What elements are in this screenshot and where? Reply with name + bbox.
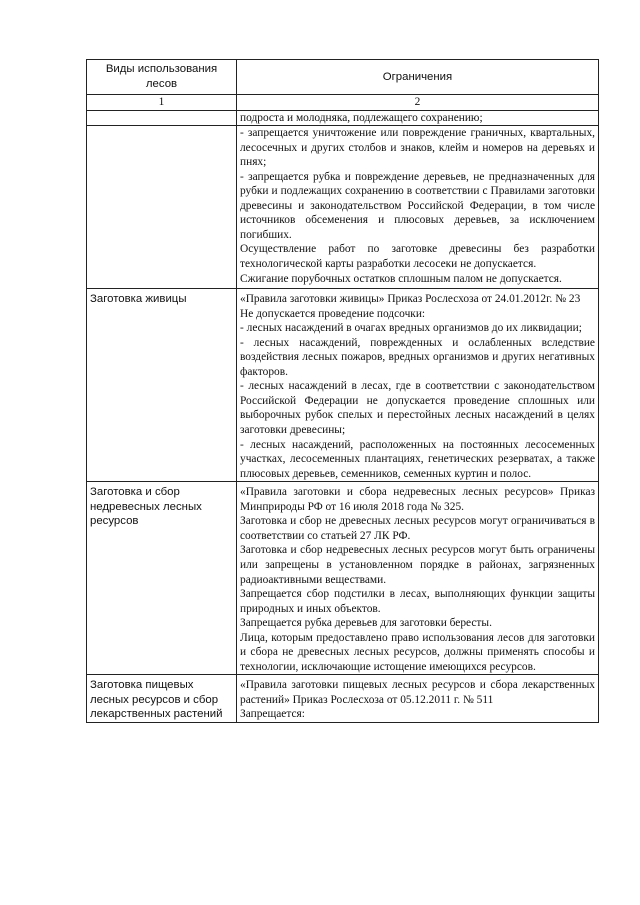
- table-header-row: [87, 60, 599, 95]
- restriction-paragraph: подроста и молодняка, подлежащего сохранению;: [240, 111, 483, 124]
- restriction-paragraph: «Правила заготовки и сбора недревесных лесных ресурсов» Приказ Минприроды РФ от 16 июля 2018 года № 325.: [240, 486, 595, 513]
- restrictions-cell: [237, 289, 599, 482]
- restriction-paragraph: «Правила заготовки живицы» Приказ Рослесхоза от 24.01.2012г. № 23: [240, 293, 581, 306]
- use-type-cell: [87, 110, 237, 126]
- table-row: [87, 126, 599, 289]
- restriction-paragraph: Сжигание порубочных остатков сплошным палом не допускается.: [240, 272, 562, 285]
- restriction-paragraph: Лица, которым предоставлено право использования лесов для заготовки и сбора не древесных лесных ресурсов, должны применять способы и технологии, исключающие истощение имеющихся ресурсов.: [240, 631, 595, 673]
- use-type-cell: [87, 126, 237, 289]
- table-row: [87, 110, 599, 126]
- restrictions-cell: [237, 110, 599, 126]
- restriction-paragraph: «Правила заготовки пищевых лесных ресурсов и сбора лекарственных растений» Приказ Рослесхоза от 05.12.2011 г. № 511: [240, 679, 595, 706]
- restriction-paragraph: - лесных насаждений в лесах, где в соответствии с законодательством Российской Федерации не допускается проведение сплошных или выборочных рубок спелых и перестойных лесных насаждений в целях заготовки древесины;: [240, 380, 595, 437]
- use-type-cell: Заготовка пищевых лесных ресурсов и сбор лекарственных растений: [87, 675, 237, 723]
- table-row: [87, 289, 599, 482]
- restriction-paragraph: Не допускается проведение подсочки:: [240, 307, 426, 320]
- use-type-cell: Заготовка и сбор недревесных лесных ресурсов: [87, 482, 237, 675]
- restriction-paragraph: - лесных насаждений, поврежденных и ослабленных вследствие воздействия лесных пожаров, вредных организмов и других негативных факторов.: [240, 336, 595, 378]
- restrictions-cell: [237, 675, 599, 723]
- use-type-cell: Заготовка живицы: [87, 289, 237, 482]
- restriction-paragraph: - запрещается уничтожение или повреждение граничных, квартальных, лесосечных и других столбов и знаков, клейм и номеров на деревьях и пнях;: [240, 127, 595, 169]
- restriction-paragraph: Запрещается рубка деревьев для заготовки бересты.: [240, 617, 492, 630]
- column-number-2: 2: [237, 95, 599, 111]
- column-number-1: 1: [87, 95, 237, 111]
- restrictions-cell: [237, 126, 599, 289]
- restriction-paragraph: Запрещается сбор подстилки в лесах, выполняющих функции защиты природных и иных объектов.: [240, 588, 595, 615]
- restriction-paragraph: Заготовка и сбор не древесных лесных ресурсов могут ограничиваться в соответствии со статьей 27 ЛК РФ.: [240, 515, 595, 542]
- restriction-paragraph: - лесных насаждений, расположенных на постоянных лесосеменных участках, лесосеменных плантациях, генетических резерватах, а также плюсовых деревьев, семенников, семенных куртин и полос.: [240, 438, 595, 480]
- restriction-paragraph: Осуществление работ по заготовке древесины без разработки технологической карты разработки лесосеки не допускается.: [240, 243, 595, 271]
- header-forest-use-types: Виды использования лесов: [87, 60, 237, 95]
- restriction-paragraph: - лесных насаждений в очагах вредных организмов до их ликвидации;: [240, 322, 582, 335]
- table-row: [87, 675, 599, 723]
- restrictions-cell: [237, 482, 599, 675]
- restriction-paragraph: Заготовка и сбор недревесных лесных ресурсов могут быть ограничены или запрещены в установленном порядке в районах, загрязненных радиоактивными веществами.: [240, 544, 595, 586]
- column-number-row: [87, 95, 599, 111]
- restriction-paragraph: Запрещается:: [240, 708, 305, 721]
- restriction-paragraph: - запрещается рубка и повреждение деревьев, не предназначенных для рубки и подлежащих сохранению в соответствии с Правилами заготовки древесины и законодательством Российской Федерации, в том числе источников обсеменения и плюсовых деревьев, за исключением погибших.: [240, 170, 595, 241]
- table-row: [87, 482, 599, 675]
- restrictions-table: [86, 59, 599, 723]
- header-restrictions: Ограничения: [237, 60, 599, 95]
